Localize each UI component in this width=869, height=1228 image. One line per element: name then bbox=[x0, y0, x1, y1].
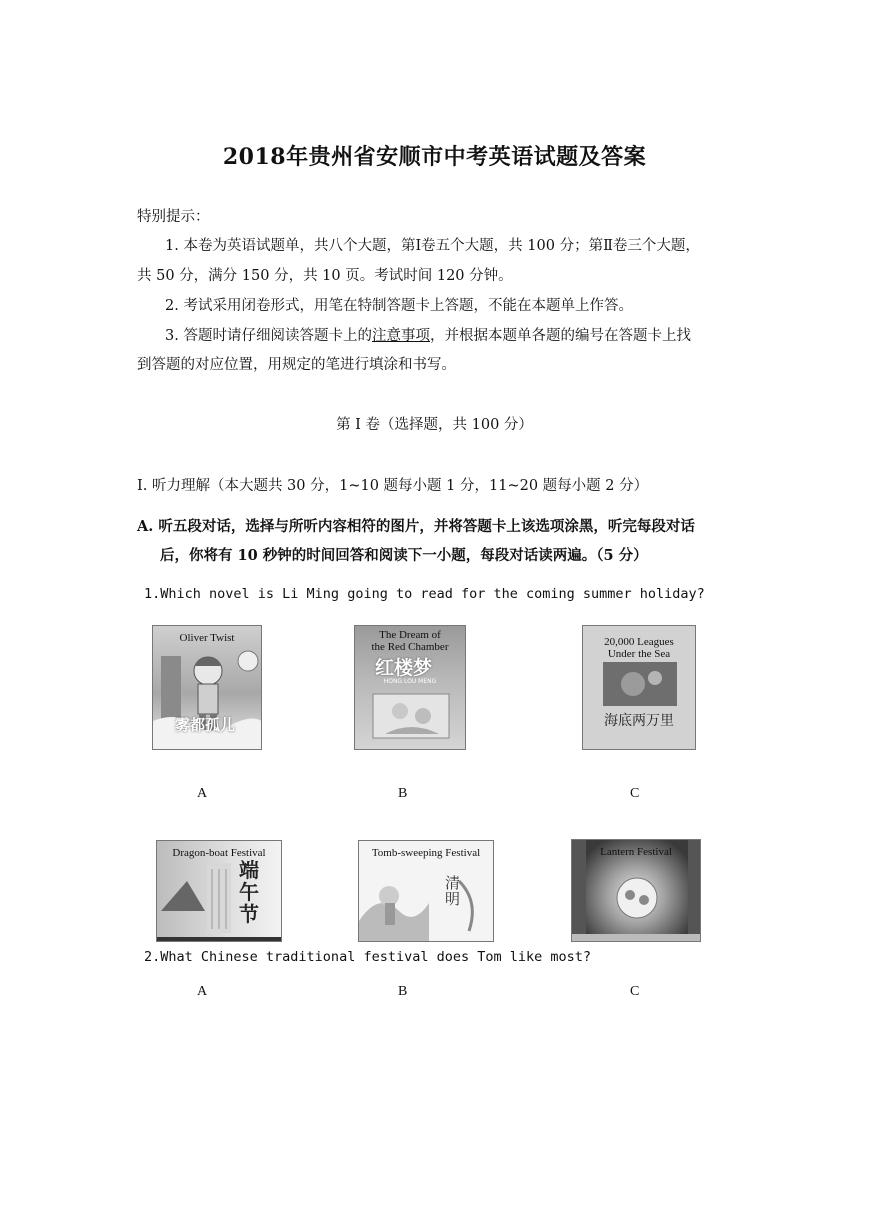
option-a-festival-caption: Dragon-boat Festival bbox=[172, 847, 266, 859]
option-b-tomb-sweeping-image[interactable] bbox=[358, 840, 494, 942]
notice-item-2: 2. 考试采用闭卷形式，用笔在特制答题卡上答题，不能在本题单上作答。 bbox=[165, 298, 633, 314]
sea-scene-icon bbox=[583, 626, 696, 750]
option-c-chinese-title: 海底两万里 bbox=[604, 713, 674, 729]
part-a-line-1: A. 听五段对话，选择与所听内容相符的图片，并将答题卡上该选项涂黑，听完每段对话 bbox=[137, 518, 695, 535]
dragon-boat-icon bbox=[157, 841, 282, 942]
reading-scene-icon bbox=[355, 626, 466, 750]
q1-label-c: C bbox=[630, 786, 640, 801]
notice-item-3-underlined: 注意事项 bbox=[371, 328, 430, 344]
q2-label-b: B bbox=[398, 984, 408, 999]
notice-item-3-post: ，并根据本题单各题的编号在答题卡上找 bbox=[429, 328, 691, 344]
question-1: 1.Which novel is Li Ming going to read for the coming summer holiday? bbox=[144, 586, 705, 602]
option-b-chinese-title: 红楼梦 bbox=[375, 657, 433, 679]
option-b-red-chamber-image[interactable] bbox=[354, 625, 466, 750]
volume-heading: 第 Ⅰ 卷（选择题，共 100 分） bbox=[336, 417, 533, 433]
option-b-caption-line-2: the Red Chamber bbox=[371, 641, 449, 653]
option-c-caption-line-2: Under the Sea bbox=[607, 648, 671, 660]
option-c-festival-caption: Lantern Festival bbox=[600, 846, 672, 858]
notice-item-3-line-2: 到答题的对应位置，用规定的笔进行填涂和书写。 bbox=[137, 357, 456, 373]
option-a-festival-chinese: 端午节 bbox=[239, 858, 259, 926]
page-title: 2018年贵州省安顺市中考英语试题及答案 bbox=[222, 144, 647, 170]
option-a-dragon-boat-image[interactable] bbox=[156, 840, 282, 942]
option-b-pinyin: HONG LOU MENG bbox=[383, 678, 437, 685]
lantern-stage-icon bbox=[572, 840, 701, 942]
option-c-lantern-image[interactable] bbox=[571, 839, 701, 942]
section-heading: Ⅰ. 听力理解（本大题共 30 分，1~10 题每小题 1 分，11~20 题每小题 2 分） bbox=[137, 478, 649, 494]
notice-item-1-line-1: 1. 本卷为英语试题单，共八个大题，第Ⅰ卷五个大题，共 100 分；第Ⅱ卷三个大题， bbox=[165, 238, 700, 254]
q2-label-a: A bbox=[197, 984, 208, 999]
part-a-line-2: 后，你将有 10 秒钟的时间回答和阅读下一小题，每段对话读两遍。（5 分） bbox=[160, 547, 648, 564]
option-c-leagues-image[interactable] bbox=[582, 625, 696, 750]
option-b-festival-caption: Tomb-sweeping Festival bbox=[371, 847, 481, 859]
option-a-chinese-title: 雾都孤儿 bbox=[175, 716, 236, 734]
notice-heading: 特别提示： bbox=[137, 209, 210, 225]
option-b-caption-line-1: The Dream of bbox=[379, 629, 441, 641]
option-a-oliver-twist-image[interactable] bbox=[152, 625, 262, 750]
notice-item-3-line-1 bbox=[165, 326, 691, 346]
option-b-festival-chinese: 清明 bbox=[445, 874, 461, 908]
tomb-sweeping-icon bbox=[359, 841, 494, 942]
q1-label-b: B bbox=[398, 786, 408, 801]
notice-item-3-pre: 3. 答题时请仔细阅读答题卡上的 bbox=[165, 328, 372, 344]
q1-label-a: A bbox=[197, 786, 208, 801]
question-2: 2.What Chinese traditional festival does Tom like most? bbox=[144, 949, 592, 965]
option-c-caption-line-1: 20,000 Leagues bbox=[604, 636, 674, 648]
q2-label-c: C bbox=[630, 984, 640, 999]
option-a-caption: Oliver Twist bbox=[179, 632, 235, 644]
notice-item-1-line-2: 共 50 分，满分 150 分，共 10 页。考试时间 120 分钟。 bbox=[137, 268, 513, 284]
